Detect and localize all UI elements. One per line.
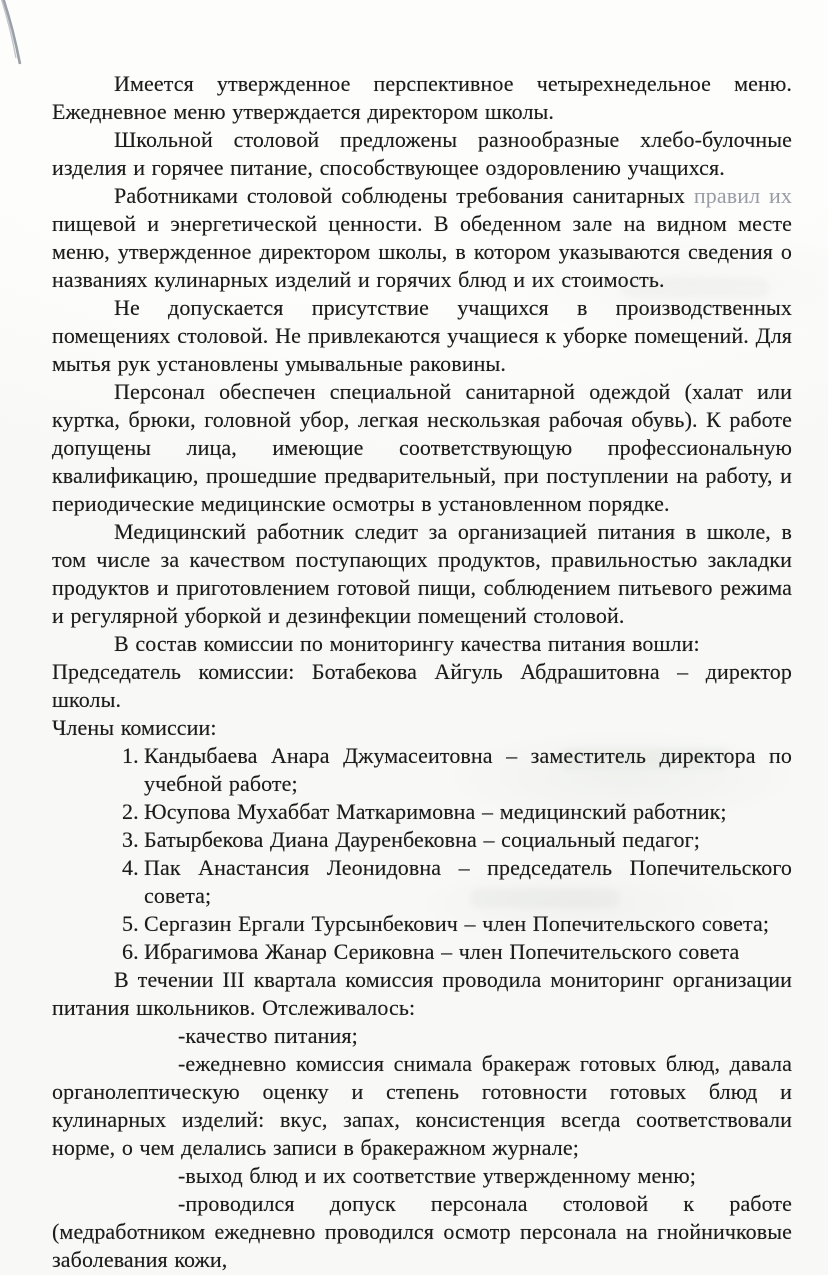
- monitoring-item: -проводился допуск персонала столовой к работе (медработником ежедневно проводился осмотр персонала на гнойничковые заболевания кожи,: [52, 1191, 792, 1272]
- monitoring-intro: В течении III квартала комиссия проводила мониторинг организации питания школьников. Отслеживалось:: [52, 967, 792, 1020]
- member-text: Кандыбаева Анара Джумасеитовна – заместитель директора по учебной работе;: [144, 743, 792, 796]
- paragraph-menu: Имеется утвержденное перспективное четырехнедельное меню. Ежедневное меню утверждается директором школы.: [52, 71, 792, 124]
- paragraph-sanitary-rules: [52, 182, 792, 294]
- monitoring-item: -качество питания;: [178, 1023, 358, 1048]
- list-number: 6.: [122, 939, 139, 964]
- member-text: Юсупова Мухаббат Маткаримовна – медицинский работник;: [144, 799, 727, 824]
- commission-member-item: [52, 910, 792, 938]
- paragraph-sanitary-rules-text-cont: пищевой и энергетической ценности. В обеденном зале на видном месте меню, утвержденное директором школы, в котором указываются сведения о названиях кулинарных изделий и горячих блюд и их стоимость.: [52, 211, 792, 292]
- commission-members-label: Члены комиссии:: [52, 715, 217, 740]
- commission-member-item: [52, 742, 792, 798]
- member-text: Ибрагимова Жанар Сериковна – член Попечительского совета: [144, 939, 740, 964]
- commission-member-item: [52, 798, 792, 826]
- monitoring-item: -ежедневно комиссия снимала бракераж готовых блюд, давала органолептическую оценку и степень готовности готовых блюд и кулинарных изделий: вкус, запах, консистенция всегда соответствовали норме, о чем делались записи в бракеражном журнале;: [52, 1051, 792, 1160]
- member-text: Пак Анастансия Леонидовна – председатель Попечительского совета;: [144, 855, 792, 908]
- pen-mark-artifact: [0, 0, 40, 90]
- commission-chair: Председатель комиссии: Ботабекова Айгуль Абдрашитовна – директор школы.: [52, 659, 792, 712]
- list-number: 5.: [122, 911, 139, 936]
- list-number: 2.: [122, 799, 139, 824]
- faded-scan-text: правил их: [693, 183, 792, 208]
- paragraph-sanitary-rules-text: Работниками столовой соблюдены требования санитарных: [114, 183, 694, 208]
- commission-member-item: [52, 854, 792, 910]
- paragraph-medical-worker: Медицинский работник следит за организацией питания в школе, в том числе за качеством поступающих продуктов, правильностью закладки продуктов и приготовлением готовой пищи, соблюдением питьевого режима и регулярной уборкой и дезинфекции помещений столовой.: [52, 519, 792, 628]
- commission-member-item: [52, 826, 792, 854]
- list-number: 4.: [122, 855, 139, 880]
- monitoring-item: -выход блюд и их соответствие утвержденному меню;: [178, 1163, 696, 1188]
- member-text: Батырбекова Диана Дауренбековна – социальный педагог;: [144, 827, 700, 852]
- list-number: 3.: [122, 827, 139, 852]
- commission-member-item: [52, 938, 792, 966]
- paragraph-students-access: Не допускается присутствие учащихся в производственных помещениях столовой. Не привлекаются учащиеся к уборке помещений. Для мытья рук установлены умывальные раковины.: [52, 295, 792, 376]
- paragraph-personnel: Персонал обеспечен специальной санитарной одеждой (халат или куртка, брюки, головной убор, легкая нескользкая рабочая обувь). К работе допущены лица, имеющие соответствующую профессиональную квалификацию, прошедшие предварительный, при поступлении на работу, и периодические медицинские осмотры в установленном порядке.: [52, 379, 792, 516]
- paragraph-canteen-offer: Школьной столовой предложены разнообразные хлебо-булочные изделия и горячее питание, способствующее оздоровлению учащихся.: [52, 127, 792, 180]
- document-body: [52, 70, 792, 1274]
- member-text: Сергазин Ергали Турсынбекович – член Попечительского совета;: [144, 911, 770, 936]
- list-number: 1.: [122, 743, 139, 768]
- commission-intro: В состав комиссии по мониторингу качества питания вошли:: [114, 631, 700, 656]
